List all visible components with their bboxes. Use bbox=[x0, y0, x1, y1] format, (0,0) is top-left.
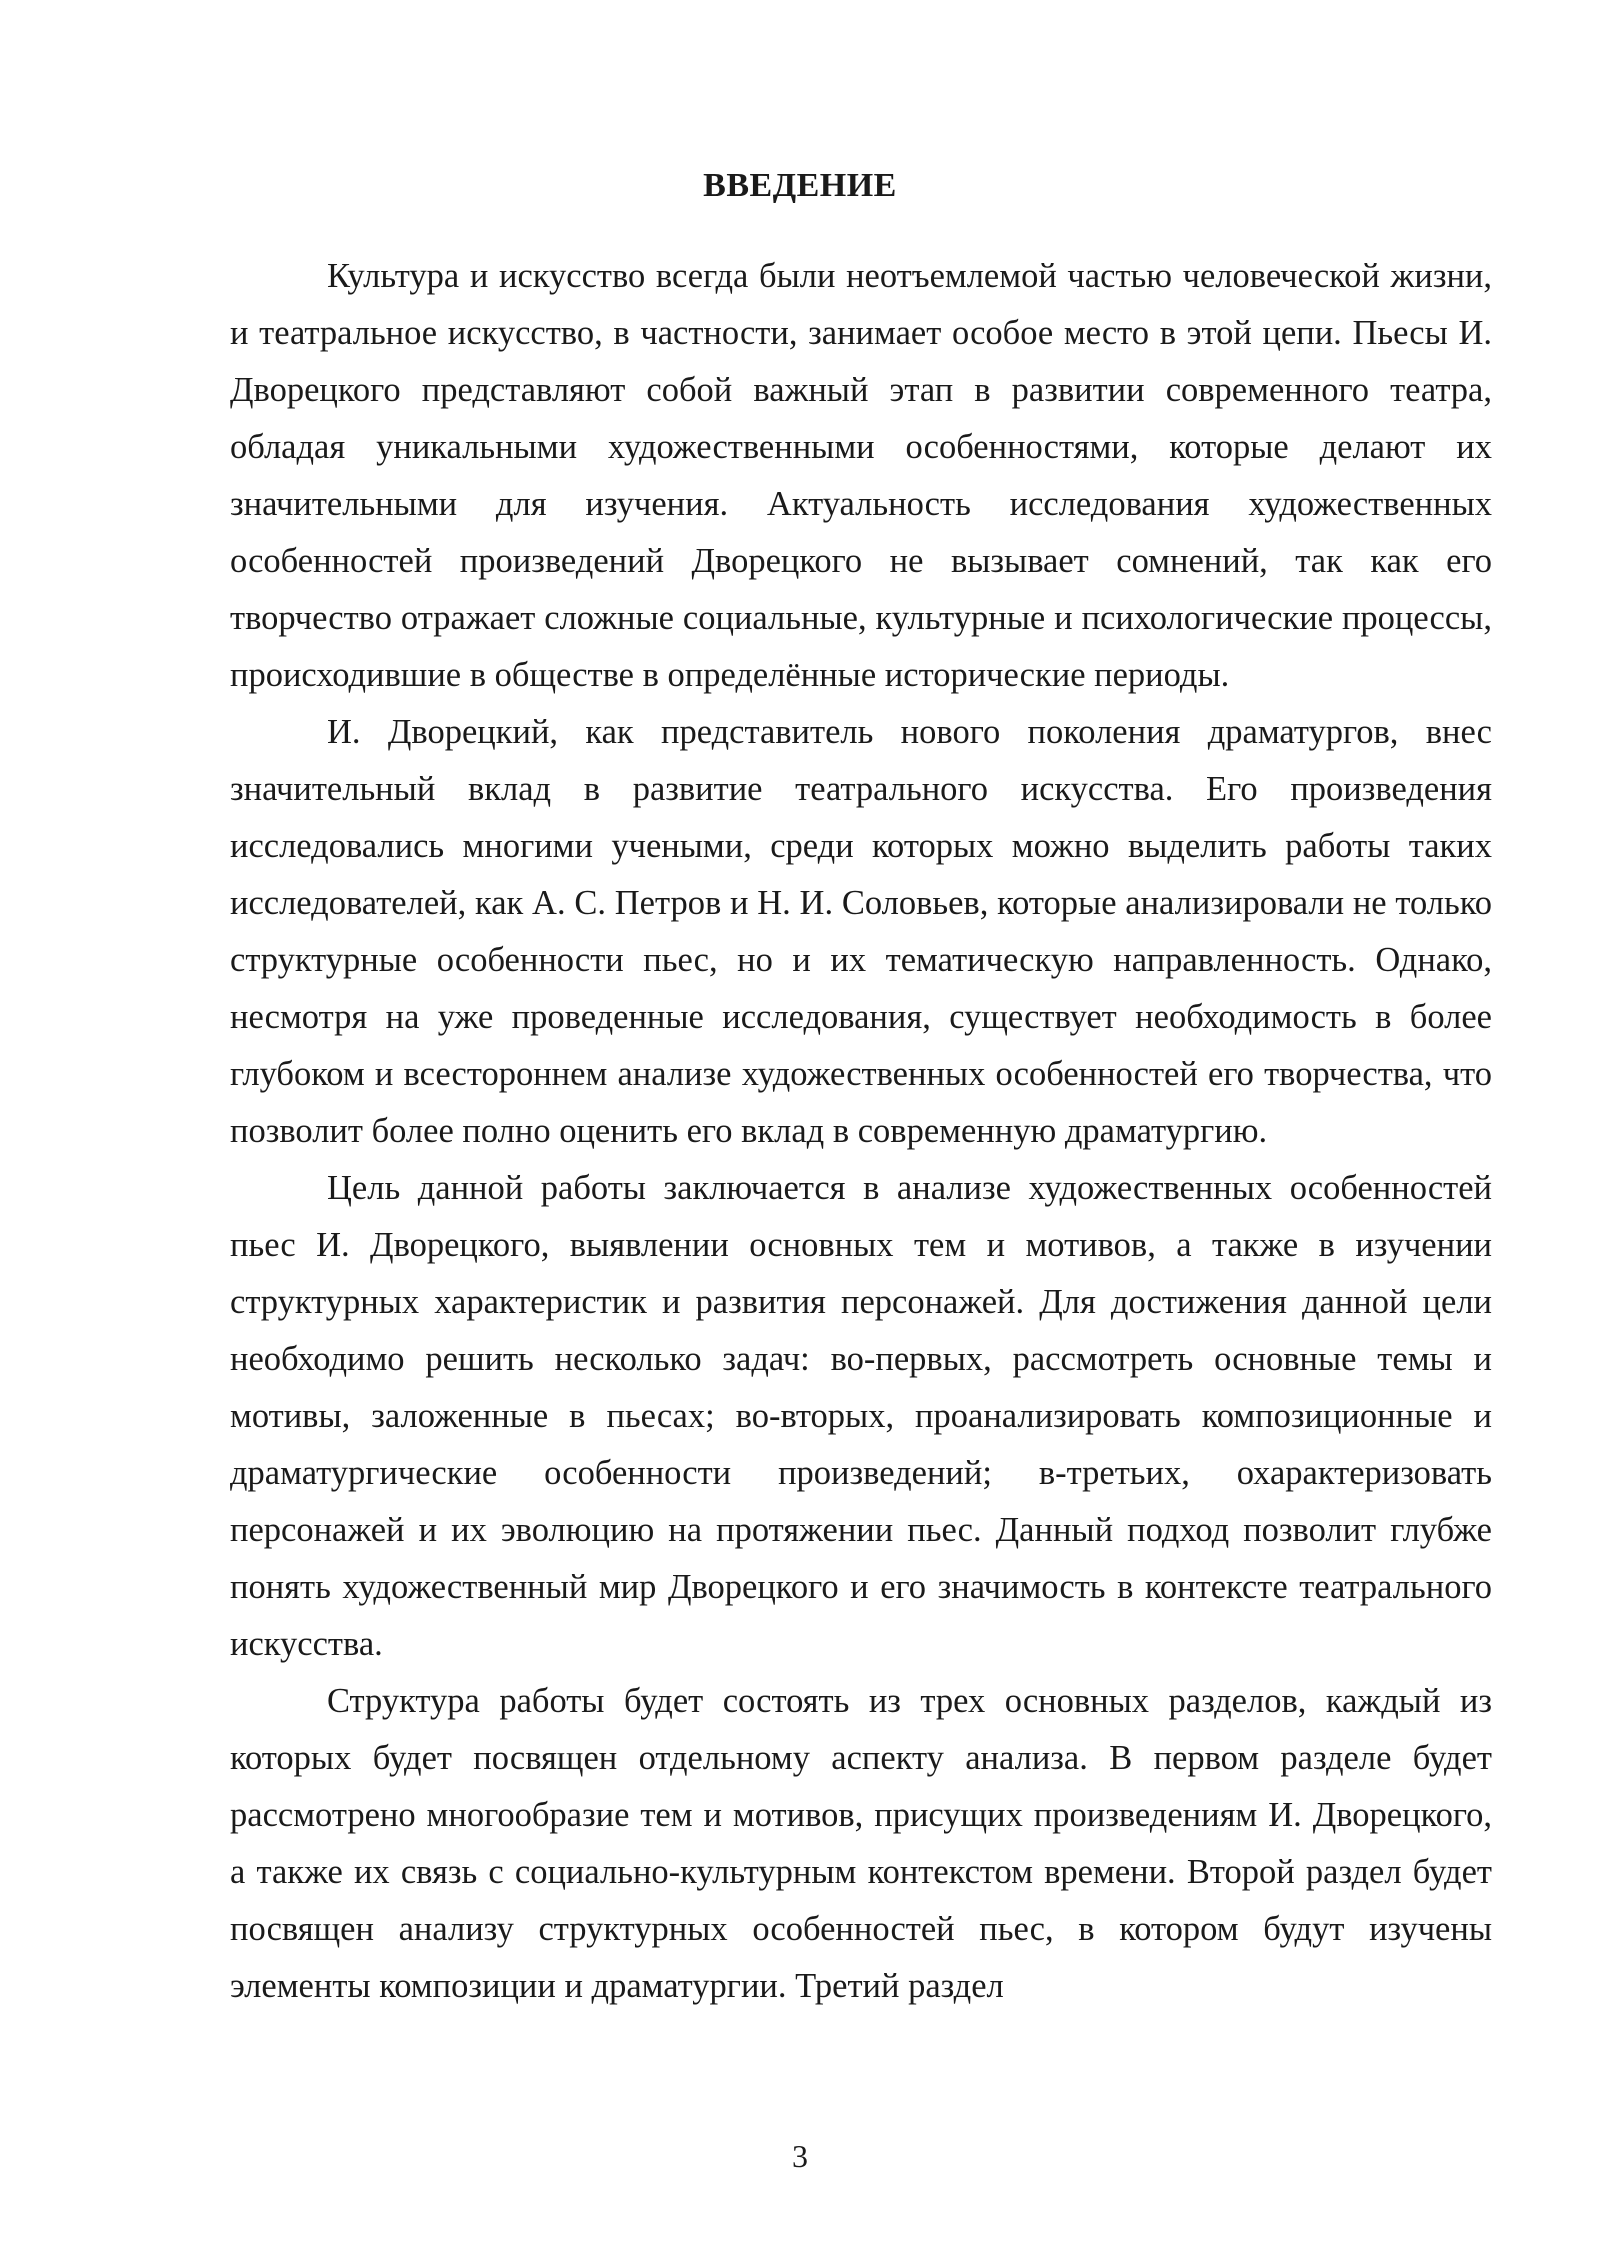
section-heading: ВВЕДЕНИЕ bbox=[703, 167, 897, 204]
paragraph-2: И. Дворецкий, как представитель нового поколения драматургов, внес значительный вклад в развитие театрального искусства. Его произведения исследовались многими учеными, среди которых можно выделить работы таких исследователей, как А. С. Петров и Н. И. Соловьев, которые анализировали не только структурные особенности пьес, но и их тематическую направленность. Однако, несмотря на уже проведенные исследования, существует необходимость в более глубоком и всестороннем анализе художественных особенностей его творчества, что позволит более полно оценить его вклад в современную драматургию. bbox=[230, 713, 1492, 1150]
paragraph-1: Культура и искусство всегда были неотъемлемой частью человеческой жизни, и театральное искусство, в частности, занимает особое место в этой цепи. Пьесы И. Дворецкого представляют собой важный этап в развитии современного театра, обладая уникальными художественными особенностями, которые делают их значительными для изучения. Актуальность исследования художественных особенностей произведений Дворецкого не вызывает сомнений, так как его творчество отражает сложные социальные, культурные и психологические процессы, происходившие в обществе в определённые исторические периоды. bbox=[230, 257, 1492, 694]
page-number: 3 bbox=[792, 2138, 808, 2174]
paragraph-4: Структура работы будет состоять из трех основных разделов, каждый из которых будет посвящен отдельному аспекту анализа. В первом разделе будет рассмотрено многообразие тем и мотивов, присущих произведениям И. Дворецкого, а также их связь с социально-культурным контекстом времени. Второй раздел будет посвящен анализу структурных особенностей пьес, в котором будут изучены элементы композиции и драматургии. Третий раздел bbox=[230, 1682, 1492, 2005]
paragraph-3: Цель данной работы заключается в анализе художественных особенностей пьес И. Дворецкого, выявлении основных тем и мотивов, а также в изучении структурных характеристик и развития персонажей. Для достижения данной цели необходимо решить несколько задач: во-первых, рассмотреть основные темы и мотивы, заложенные в пьесах; во-вторых, проанализировать композиционные и драматургические особенности произведений; в-третьих, охарактеризовать персонажей и их эволюцию на протяжении пьес. Данный подход позволит глубже понять художественный мир Дворецкого и его значимость в контексте театрального искусства. bbox=[230, 1169, 1492, 1663]
body-text bbox=[230, 248, 1492, 2015]
